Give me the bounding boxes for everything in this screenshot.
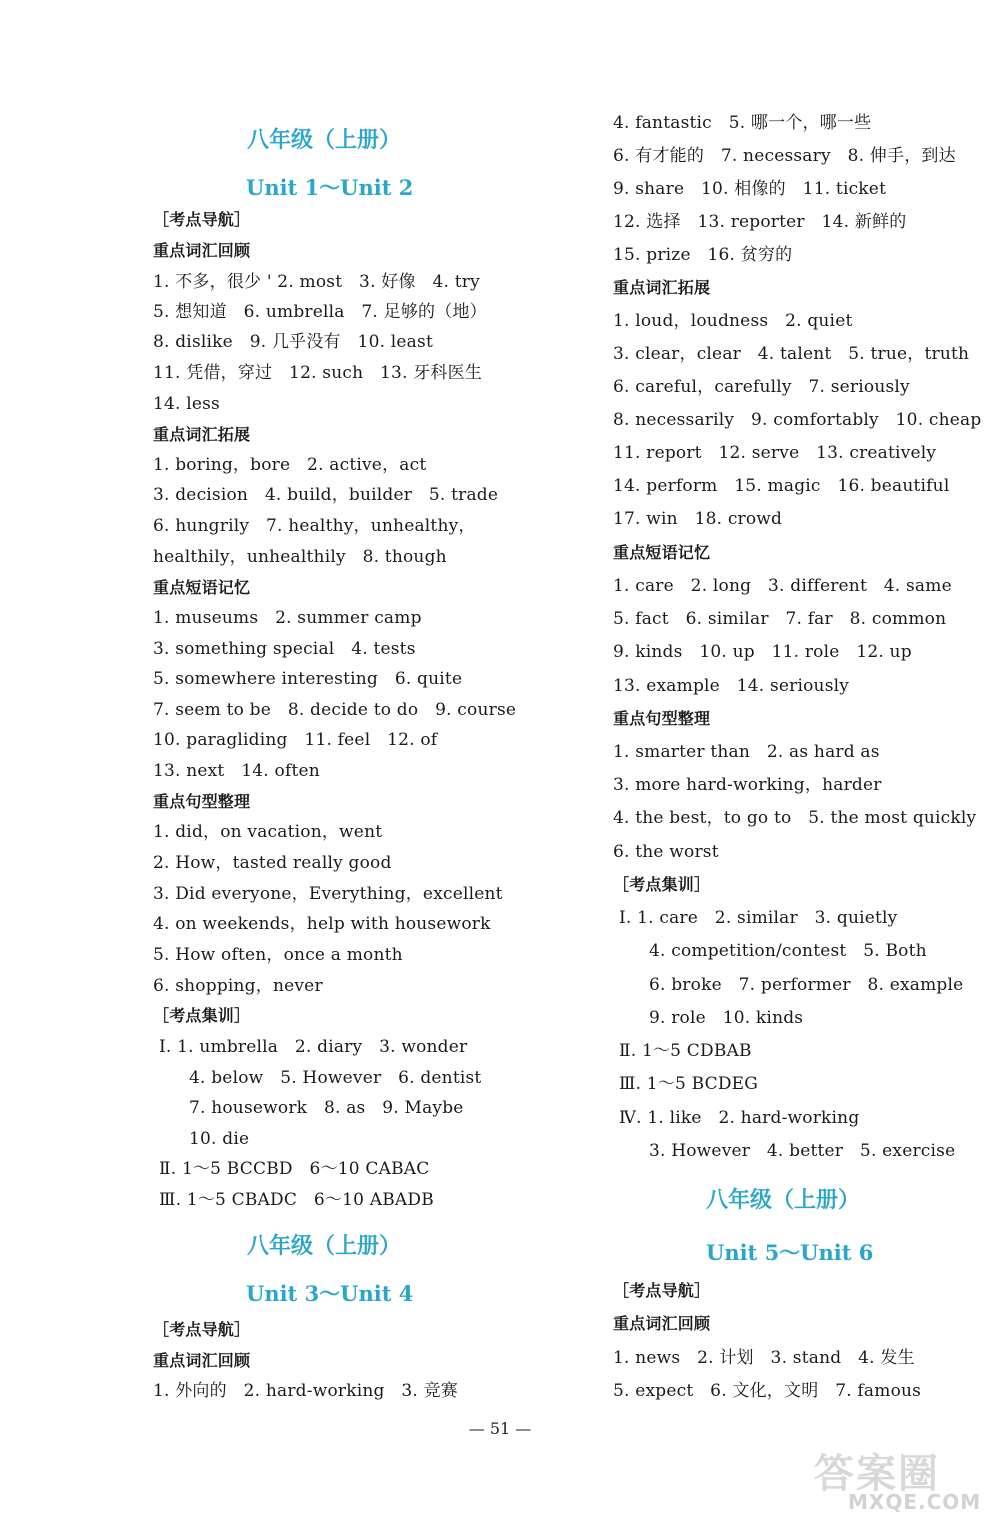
answer-line: 5. 想知道 6. umbrella 7. 足够的（地） (153, 302, 487, 322)
watermark-logo (812, 1442, 992, 1518)
answer-line: 8. necessarily 9. comfortably 10. cheap (613, 410, 982, 430)
section-title: ［考点集训］ (613, 875, 711, 894)
answer-line: 2. How，tasted really good (153, 853, 392, 873)
section-nav: ［考点导航］ (153, 210, 251, 229)
answer-line: 15. prize 16. 贫穷的 (613, 245, 793, 265)
unit-title: Unit 1～Unit 2 (246, 175, 414, 200)
answer-line: 6. the worst (613, 842, 719, 862)
answer-line: 6. shopping，never (153, 976, 323, 996)
answer-line: 1. boring，bore 2. active，act (153, 455, 427, 475)
answer-line: 3. However 4. better 5. exercise (649, 1141, 956, 1161)
answer-line: 1. news 2. 计划 3. stand 4. 发生 (613, 1348, 915, 1368)
answer-line: 9. kinds 10. up 11. role 12. up (613, 642, 912, 662)
answer-line: 3. more hard-working，harder (613, 775, 882, 795)
answer-line: 1. 外向的 2. hard-working 3. 竞赛 (153, 1381, 459, 1401)
section-nav: ［考点导航］ (613, 1281, 711, 1300)
answer-line: 14. perform 15. magic 16. beautiful (613, 476, 950, 496)
section-title: 重点句型整理 (613, 709, 711, 728)
section-title: ［考点集训］ (153, 1006, 251, 1025)
answer-line: 10. paragliding 11. feel 12. of (153, 730, 438, 750)
answer-line: 4. below 5. However 6. dentist (189, 1068, 482, 1088)
answer-line: 1. museums 2. summer camp (153, 608, 422, 628)
grade-title: 八年级（上册） (706, 1187, 861, 1213)
answer-line: 3. decision 4. build，builder 5. trade (153, 485, 499, 505)
page-number: — 51 — (468, 1419, 532, 1438)
answer-line: 1. 不多，很少 ' 2. most 3. 好像 4. try (153, 272, 480, 292)
section-nav: ［考点导航］ (153, 1320, 251, 1339)
answer-line: 5. expect 6. 文化，文明 7. famous (613, 1381, 922, 1401)
section-title: 重点短语记忆 (153, 578, 251, 597)
answer-line: 3. something special 4. tests (153, 639, 416, 659)
answer-line: 6. careful，carefully 7. seriously (613, 377, 910, 397)
answer-line: 5. fact 6. similar 7. far 8. common (613, 609, 947, 629)
answer-line: 8. dislike 9. 几乎没有 10. least (153, 332, 433, 352)
grade-title: 八年级（上册） (247, 1233, 402, 1259)
section-title: 重点词汇回顾 (153, 1351, 251, 1370)
answer-line: 13. example 14. seriously (613, 676, 850, 696)
section-title: 重点词汇拓展 (153, 425, 251, 444)
answer-line: 6. broke 7. performer 8. example (649, 975, 964, 995)
answer-line: 5. somewhere interesting 6. quite (153, 669, 463, 689)
answer-line: healthily，unhealthily 8. though (153, 547, 447, 567)
unit-title: Unit 5～Unit 6 (706, 1240, 874, 1265)
answer-line: 1. smarter than 2. as hard as (613, 742, 880, 762)
watermark-text: 答案圈 (814, 1451, 940, 1497)
answer-line: Ⅲ. 1～5 BCDEG (619, 1074, 759, 1094)
answer-line: 12. 选择 13. reporter 14. 新鲜的 (613, 212, 907, 232)
answer-line: 6. hungrily 7. healthy，unhealthy， (153, 516, 476, 536)
section-title: 重点短语记忆 (613, 543, 711, 562)
answer-line: Ⅱ. 1～5 CDBAB (619, 1041, 752, 1061)
answer-line: 3. Did everyone，Everything，excellent (153, 884, 503, 904)
answer-line: 7. housework 8. as 9. Maybe (189, 1098, 464, 1118)
answer-line: 4. the best，to go to 5. the most quickly (613, 808, 977, 828)
answer-line: Ⅳ. 1. like 2. hard-working (619, 1108, 860, 1128)
answer-line: 5. How often，once a month (153, 945, 403, 965)
watermark-url: MXQE.COM (848, 1490, 982, 1514)
answer-line: 10. die (189, 1129, 250, 1149)
answer-line: 17. win 18. crowd (613, 509, 783, 529)
answer-line: 4. fantastic 5. 哪一个，哪一些 (613, 113, 872, 133)
answer-line: 9. role 10. kinds (649, 1008, 804, 1028)
answer-line: Ⅱ. 1～5 BCCBD 6～10 CABAC (159, 1159, 430, 1179)
answer-line: 4. competition/contest 5. Both (649, 941, 927, 961)
section-title: 重点词汇回顾 (613, 1314, 711, 1333)
answer-line: 3. clear，clear 4. talent 5. true，truth (613, 344, 970, 364)
unit-title: Unit 3～Unit 4 (246, 1281, 414, 1306)
answer-line: 6. 有才能的 7. necessary 8. 伸手，到达 (613, 146, 956, 166)
answer-line: Ⅲ. 1～5 CBADC 6～10 ABADB (159, 1190, 434, 1210)
answer-line: 4. on weekends，help with housework (153, 914, 491, 934)
section-title: 重点句型整理 (153, 792, 251, 811)
answer-line: 7. seem to be 8. decide to do 9. course (153, 700, 517, 720)
answer-line: 13. next 14. often (153, 761, 320, 781)
answer-line: 11. report 12. serve 13. creatively (613, 443, 937, 463)
answer-line: 14. less (153, 394, 220, 414)
answer-line: 11. 凭借，穿过 12. such 13. 牙科医生 (153, 363, 483, 383)
section-title: 重点词汇回顾 (153, 241, 251, 260)
grade-title: 八年级（上册） (247, 127, 402, 153)
answer-line: 1. loud，loudness 2. quiet (613, 311, 853, 331)
section-title: 重点词汇拓展 (613, 278, 711, 297)
answer-line: Ⅰ. 1. care 2. similar 3. quietly (619, 908, 898, 928)
answer-line: 1. care 2. long 3. different 4. same (613, 576, 952, 596)
answer-line: 1. did，on vacation，went (153, 822, 383, 842)
answer-line: 9. share 10. 相像的 11. ticket (613, 179, 887, 199)
answer-line: Ⅰ. 1. umbrella 2. diary 3. wonder (159, 1037, 468, 1057)
